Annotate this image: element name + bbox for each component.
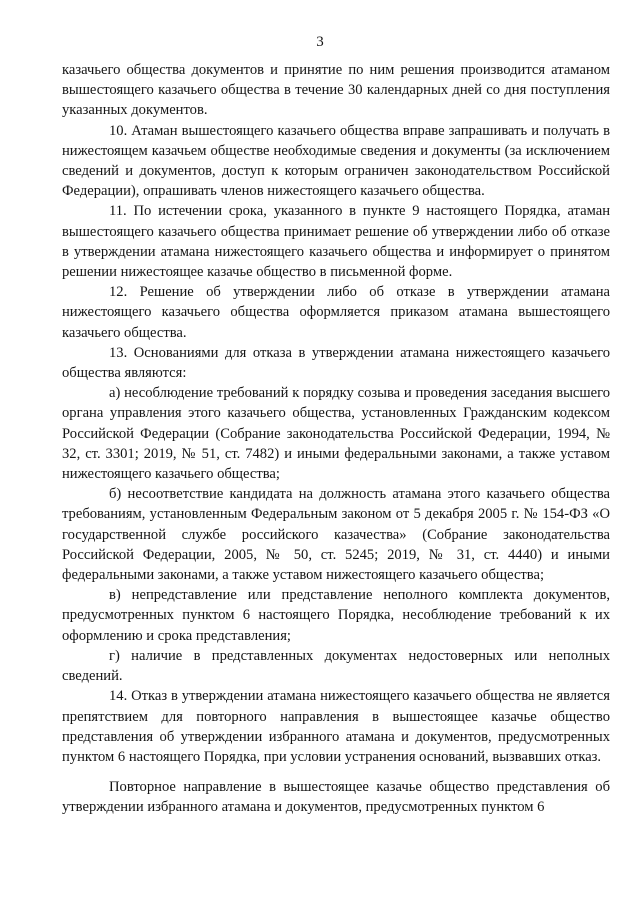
page-number: 3 bbox=[316, 34, 324, 50]
paragraph-continuation: казачьего общества документов и принятие по ним решения производится атаманом вышестоящего казачьего общества в течение 30 календарных дней со дня поступления указанных документов. bbox=[62, 62, 610, 119]
document-body bbox=[62, 60, 610, 818]
paragraph-10: 10. Атаман вышестоящего казачьего общества вправе запрашивать и получать в нижестоящем казачьем обществе необходимые сведения и документы (за исключением сведений и документов, доступ к которым ограничен законодательством Российской Федерации), опрашивать членов нижестоящего казачьего общества. bbox=[62, 122, 610, 200]
paragraph-13-a: а) несоблюдение требований к порядку созыва и проведения заседания высшего органа управления этого казачьего общества, установленных Гражданским кодексом Российской Федерации (Собрание законодательства Российской Федерации, 1994, № 32, ст. 3301; 2019, № 51, ст. 7482) и иными федеральными законами, а также уставом нижестоящего казачьего общества; bbox=[62, 385, 610, 483]
paragraph-13-g: г) наличие в представленных документах недостоверных или неполных сведений. bbox=[62, 647, 610, 685]
paragraph-12: 12. Решение об утверждении либо об отказе в утверждении атамана нижестоящего казачьего общества оформляется приказом атамана вышестоящего казачьего общества. bbox=[62, 284, 610, 341]
paragraph-13-v: в) непредставление или представление неполного комплекта документов, предусмотренных пунктом 6 настоящего Порядка, несоблюдение требований к их оформлению и срока представления; bbox=[62, 587, 610, 644]
paragraph-13: 13. Основаниями для отказа в утверждении атамана нижестоящего казачьего общества являются: bbox=[62, 344, 610, 382]
paragraph-13-b: б) несоответствие кандидата на должность атамана этого казачьего общества требованиям, установленным Федеральным законом от 5 декабря 2005 г. № 154-ФЗ «О государственной службе российского казачества» (Собрание законодательства Российской Федерации, 2005, № 50, ст. 5245; 2019, № 31, ст. 4440) и иными федеральными законами, а также уставом нижестоящего казачьего общества; bbox=[62, 486, 610, 584]
paragraph-11: 11. По истечении срока, указанного в пункте 9 настоящего Порядка, атаман вышестоящего казачьего общества принимает решение об утверждении либо об отказе в утверждении атамана нижестоящего казачьего общества и информирует о принятом решении нижестоящее казачье общество в письменной форме. bbox=[62, 203, 610, 281]
paragraph-repeat-submission: Повторное направление в вышестоящее казачье общество представления об утверждении избранного атамана и документов, предусмотренных пунктом 6 bbox=[62, 779, 610, 816]
paragraph-14: 14. Отказ в утверждении атамана нижестоящего казачьего общества не является препятствием для повторного направления в вышестоящее казачье общество представления об утверждении избранного атамана и документов, предусмотренных пунктом 6 настоящего Порядка, при условии устранения оснований, вызвавших отказ. bbox=[62, 688, 610, 765]
